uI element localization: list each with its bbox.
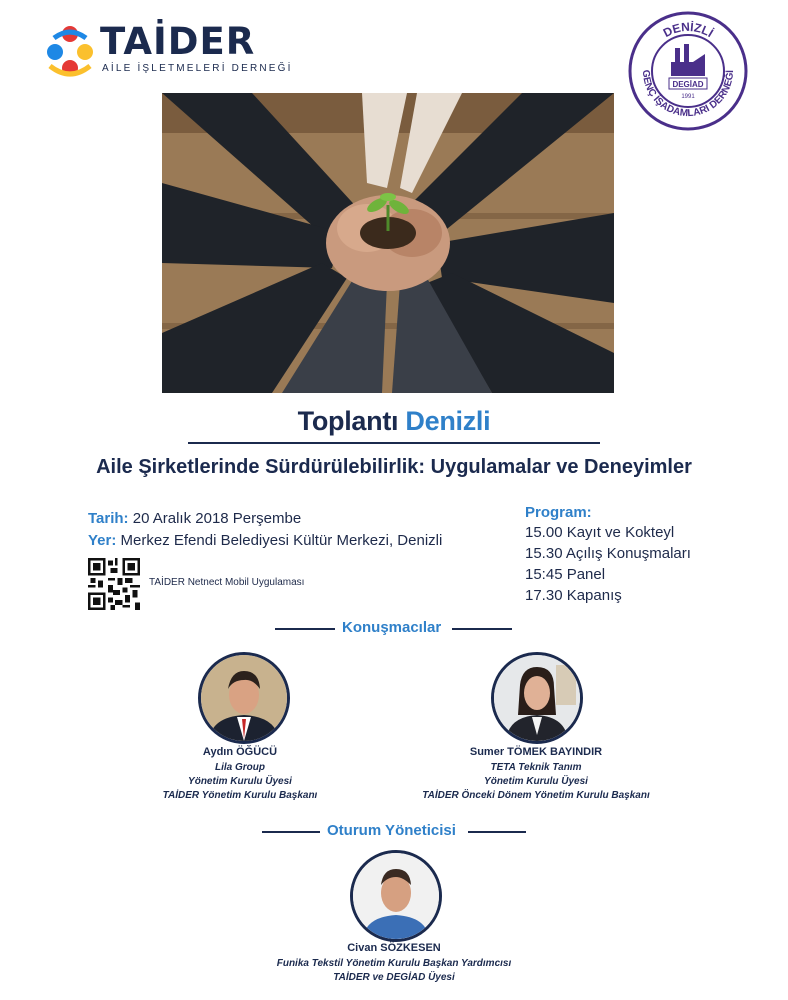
taider-name: TAİDER: [100, 20, 256, 63]
section-rule-right: [468, 831, 526, 833]
speaker-detail: TAİDER Önceki Dönem Yönetim Kurulu Başkanı: [422, 790, 650, 801]
speaker-name: Sumer TÖMEK BAYINDIR: [469, 746, 603, 758]
degiad-seal-icon: [627, 10, 749, 132]
event-date: [88, 510, 301, 527]
avatar: [350, 850, 442, 942]
avatar: [491, 652, 583, 744]
moderator-detail: TAİDER ve DEGİAD Üyesi: [333, 972, 455, 983]
taider-logo-icon: [40, 22, 100, 82]
section-rule-left: [275, 628, 335, 630]
speaker-detail: TAİDER Yönetim Kurulu Başkanı: [162, 790, 318, 801]
speaker-detail: Lila Group: [215, 762, 265, 773]
section-rule-left: [262, 831, 320, 833]
speaker-detail: TETA Teknik Tanım: [490, 762, 582, 773]
place-value: Merkez Efendi Belediyesi Kültür Merkezi, Denizli: [116, 532, 443, 549]
program-item: 15:45 Panel: [525, 566, 606, 583]
event-subtitle: Aile Şirketlerinde Sürdürülebilirlik: Uygulamalar ve Deneyimler: [96, 456, 692, 478]
moderator-portrait: [353, 853, 439, 939]
moderator-heading: Oturum Yöneticisi: [327, 822, 456, 839]
taider-subtitle: AİLE İŞLETMELERİ DERNEĞİ: [102, 63, 293, 74]
place-label: Yer:: [88, 532, 117, 549]
moderator-name: Civan SÖZKESEN: [347, 942, 441, 954]
program-item: 15.30 Açılış Konuşmaları: [525, 545, 691, 562]
hands-seedling-photo: [162, 93, 614, 393]
date-value: 20 Aralık 2018 Perşembe: [128, 510, 302, 527]
date-label: Tarih:: [88, 510, 129, 527]
degiad-year-text: 1991: [681, 94, 695, 100]
speaker-portrait-woman: [494, 655, 580, 741]
title-divider: [188, 442, 600, 444]
mobile-app-label: TAİDER Netnect Mobil Uygulaması: [149, 577, 305, 588]
speaker-portrait-man: [201, 655, 287, 741]
event-place: [88, 532, 442, 549]
program-item: 15.00 Kayıt ve Kokteyl: [525, 524, 675, 541]
degiad-badge-text: DEGİAD: [672, 80, 704, 89]
program-item: 17.30 Kapanış: [525, 587, 622, 604]
speaker-detail: Yönetim Kurulu Üyesi: [188, 776, 292, 787]
degiad-top-text: DENİZLİ: [660, 19, 716, 41]
section-rule-right: [452, 628, 512, 630]
degiad-ring-text: GENÇ İŞADAMLARI DERNEĞİ: [639, 69, 737, 120]
avatar: [198, 652, 290, 744]
speaker-name: Aydın ÖĞÜCÜ: [202, 746, 278, 758]
page-title: [0, 406, 788, 437]
title-main: Toplantı: [297, 406, 399, 436]
qr-code-icon: [88, 558, 140, 610]
speaker-detail: Yönetim Kurulu Üyesi: [484, 776, 588, 787]
speakers-heading: Konuşmacılar: [342, 619, 442, 636]
moderator-detail: Funika Tekstil Yönetim Kurulu Başkan Yardımcısı: [276, 958, 512, 969]
title-accent: Denizli: [405, 406, 491, 436]
program-title: Program:: [525, 504, 592, 521]
